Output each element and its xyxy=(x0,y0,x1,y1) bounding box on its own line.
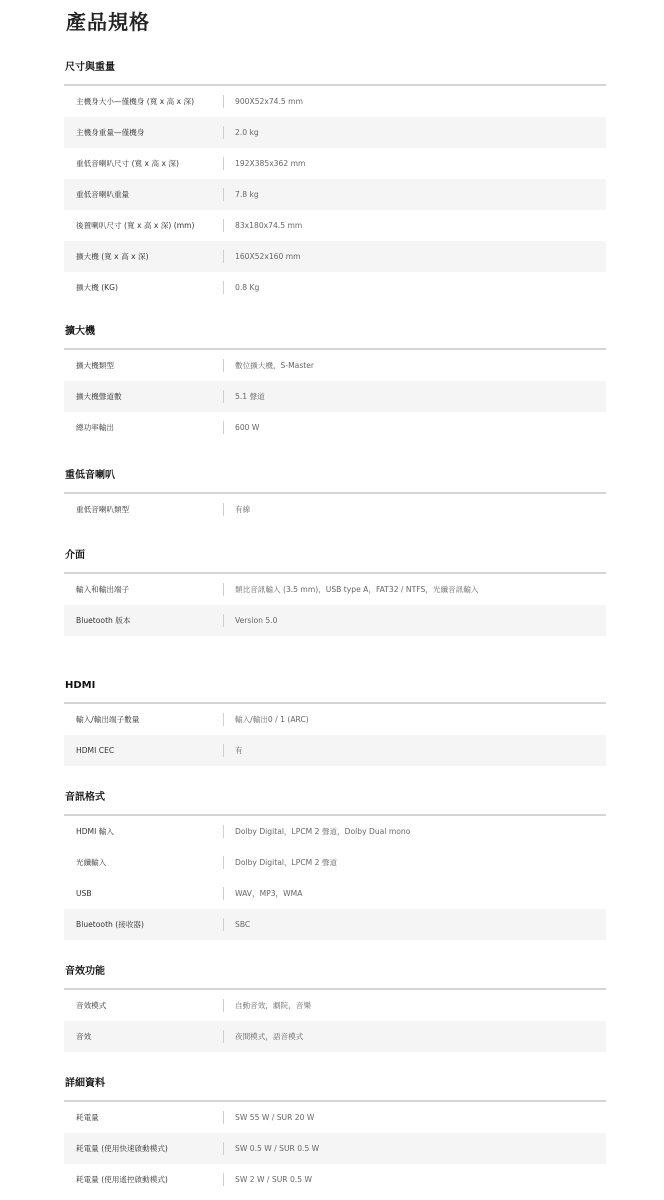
spec-value: 自動音效，劇院，音樂 xyxy=(235,1001,311,1010)
column-divider xyxy=(223,421,224,434)
spec-row xyxy=(64,878,606,909)
column-divider xyxy=(223,918,224,931)
section-amplifier xyxy=(64,322,606,443)
section-dimensions-weight xyxy=(64,58,606,303)
column-divider xyxy=(223,390,224,403)
spec-label: 主機身重量—僅機身 xyxy=(76,128,145,137)
spec-label: 耗電量 (使用快速啟動模式) xyxy=(76,1144,168,1153)
column-divider xyxy=(223,126,224,139)
spec-label: 音效模式 xyxy=(76,1001,107,1010)
spec-label: Bluetooth 版本 xyxy=(76,616,131,625)
spec-value: 192X385x362 mm xyxy=(235,159,306,168)
spec-value: Version 5.0 xyxy=(235,616,278,625)
section-sound-features xyxy=(64,962,606,1052)
spec-value: 900X52x74.5 mm xyxy=(235,97,303,106)
spec-row xyxy=(64,148,606,179)
spec-row xyxy=(64,1164,606,1195)
spec-row xyxy=(64,574,606,605)
spec-row xyxy=(64,735,606,766)
spec-row xyxy=(64,990,606,1021)
column-divider xyxy=(223,188,224,201)
spec-label: 耗電量 (使用遙控啟動模式) xyxy=(76,1175,168,1184)
section-title: 音效功能 xyxy=(65,966,105,977)
spec-label: 主機身大小—僅機身 (寬 x 高 x 深) xyxy=(76,97,195,106)
spec-label: HDMI CEC xyxy=(76,746,115,755)
spec-value: Dolby Digital，LPCM 2 聲道，Dolby Dual mono xyxy=(235,827,411,836)
section-title: 音訊格式 xyxy=(65,792,105,803)
spec-value: 有線 xyxy=(235,505,251,514)
spec-value: 類比音訊輸入 (3.5 mm)，USB type A，FAT32 / NTFS，光纖音訊輸入 xyxy=(235,585,479,594)
column-divider xyxy=(223,1111,224,1124)
column-divider xyxy=(223,95,224,108)
spec-value: SW 55 W / SUR 20 W xyxy=(235,1113,315,1122)
spec-row xyxy=(64,494,606,525)
section-details xyxy=(64,1074,606,1195)
page-title: 產品規格 xyxy=(66,10,150,34)
spec-value: WAV，MP3，WMA xyxy=(235,889,303,898)
spec-value: 83x180x74.5 mm xyxy=(235,221,303,230)
section-title: HDMI xyxy=(65,680,96,691)
column-divider xyxy=(223,281,224,294)
spec-value: 2.0 kg xyxy=(235,128,259,137)
spec-value: 夜間模式，語音模式 xyxy=(235,1032,304,1041)
section-subwoofer xyxy=(64,466,606,525)
column-divider xyxy=(223,614,224,627)
spec-row xyxy=(64,210,606,241)
spec-label: 擴大機類型 xyxy=(76,361,114,370)
column-divider xyxy=(223,999,224,1012)
spec-row xyxy=(64,816,606,847)
column-divider xyxy=(223,1030,224,1043)
spec-label: 總功率輸出 xyxy=(76,423,114,432)
section-interface xyxy=(64,546,606,636)
spec-value: Dolby Digital，LPCM 2 聲道 xyxy=(235,858,338,867)
column-divider xyxy=(223,583,224,596)
spec-label: 輸入和輸出端子 xyxy=(76,585,130,594)
spec-row xyxy=(64,241,606,272)
spec-row xyxy=(64,847,606,878)
spec-value: 輸入/輸出0 / 1 (ARC) xyxy=(235,715,309,724)
column-divider xyxy=(223,856,224,869)
column-divider xyxy=(223,157,224,170)
column-divider xyxy=(223,359,224,372)
spec-row xyxy=(64,381,606,412)
spec-label: 擴大機 (KG) xyxy=(76,283,118,292)
column-divider xyxy=(223,825,224,838)
spec-row xyxy=(64,1102,606,1133)
spec-row xyxy=(64,86,606,117)
column-divider xyxy=(223,219,224,232)
section-title: 詳細資料 xyxy=(65,1078,105,1089)
spec-value: SW 2 W / SUR 0.5 W xyxy=(235,1175,312,1184)
column-divider xyxy=(223,503,224,516)
column-divider xyxy=(223,887,224,900)
spec-row xyxy=(64,1133,606,1164)
spec-value: 160X52x160 mm xyxy=(235,252,301,261)
spec-row xyxy=(64,412,606,443)
section-title: 尺寸與重量 xyxy=(65,62,115,73)
column-divider xyxy=(223,713,224,726)
spec-value: 數位擴大機，S-Master xyxy=(235,361,315,370)
spec-value: 5.1 聲道 xyxy=(235,392,265,401)
spec-value: 600 W xyxy=(235,423,260,432)
spec-row xyxy=(64,350,606,381)
spec-value: SW 0.5 W / SUR 0.5 W xyxy=(235,1144,320,1153)
spec-label: 擴大機聲道數 xyxy=(76,392,122,401)
spec-row xyxy=(64,704,606,735)
spec-label: USB xyxy=(76,889,92,898)
spec-row xyxy=(64,1021,606,1052)
spec-value: 7.8 kg xyxy=(235,190,259,199)
section-title: 重低音喇叭 xyxy=(65,470,115,481)
spec-label: 重低音喇叭類型 xyxy=(76,505,130,514)
section-audio-formats xyxy=(64,788,606,940)
spec-row xyxy=(64,179,606,210)
section-title: 擴大機 xyxy=(65,326,95,337)
column-divider xyxy=(223,250,224,263)
section-title: 介面 xyxy=(65,550,85,561)
spec-row xyxy=(64,605,606,636)
spec-row xyxy=(64,117,606,148)
spec-label: 擴大機 (寬 x 高 x 深) xyxy=(76,252,149,261)
spec-row xyxy=(64,909,606,940)
spec-value: 0.8 Kg xyxy=(235,283,260,292)
section-hdmi xyxy=(64,676,606,766)
spec-row xyxy=(64,272,606,303)
spec-label: 重低音喇叭尺寸 (寬 x 高 x 深) xyxy=(76,159,179,168)
column-divider xyxy=(223,1142,224,1155)
spec-label: 光纖輸入 xyxy=(76,858,107,867)
spec-label: 重低音喇叭重量 xyxy=(76,190,130,199)
spec-label: 後置喇叭尺寸 (寬 x 高 x 深) (mm) xyxy=(76,221,195,230)
spec-label: 音效 xyxy=(76,1032,92,1041)
spec-label: HDMI 輸入 xyxy=(76,827,114,836)
spec-value: SBC xyxy=(235,920,251,929)
spec-label: Bluetooth (接收器) xyxy=(76,920,144,929)
spec-label: 輸入/輸出端子數量 xyxy=(76,715,140,724)
column-divider xyxy=(223,744,224,757)
spec-value: 有 xyxy=(235,746,243,755)
column-divider xyxy=(223,1173,224,1186)
spec-label: 耗電量 xyxy=(76,1113,99,1122)
